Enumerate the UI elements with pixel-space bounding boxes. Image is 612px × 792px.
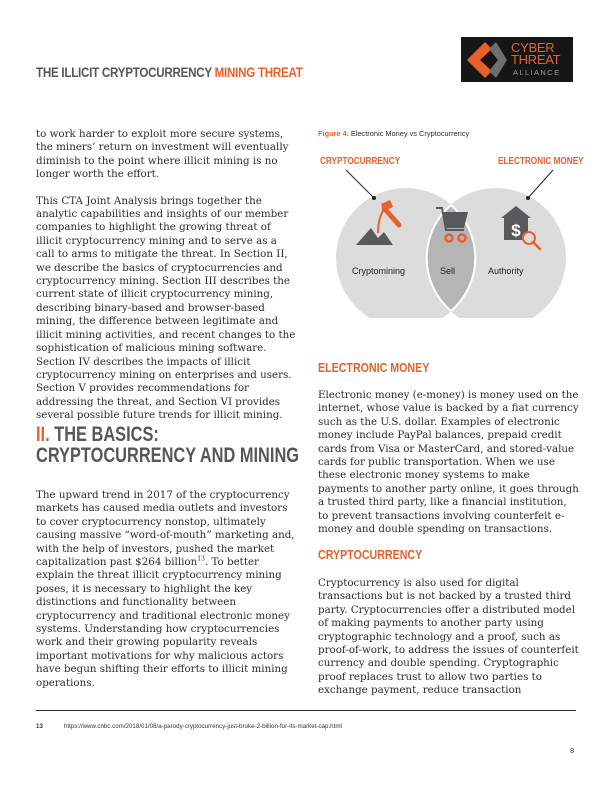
logo-text-cyber: CYBER <box>511 40 555 55</box>
venn-left-label: Cryptomining <box>352 266 406 276</box>
footnote <box>36 723 342 730</box>
footnote-number: 13 <box>36 723 43 730</box>
footnote-link[interactable]: https://www.cnbc.com/2018/01/08/a-parody-cryptocurrency-just-broke-2-billion-for-its-market-cap.html <box>64 723 342 730</box>
venn-center-label: Sell <box>440 266 456 276</box>
venn-right-title: ELECTRONIC MONEY <box>498 156 584 167</box>
cryptocurrency-heading: CRYPTOCURRENCY <box>318 547 423 562</box>
document-header-title <box>36 65 303 80</box>
venn-left-title: CRYPTOCURRENCY <box>320 156 401 167</box>
logo-text-alliance: ALLIANCE <box>513 68 561 77</box>
left-column-basics <box>36 489 298 690</box>
section-number: II. <box>36 423 50 446</box>
header-title-prefix: THE ILLICIT CRYPTOCURRENCY <box>36 65 215 80</box>
cyber-threat-alliance-logo <box>461 37 573 82</box>
intro-paragraph-2: This CTA Joint Analysis brings together the analytic capabilities and insights of our member companies to highlight the growing threat of illicit cryptocurrency mining and to serve as a call to arms to mitigate the threat. In Section II, we describe the basics of cryptocurrencies and cryptocurrency mining. Section III describes the current state of illicit cryptocurrency mining, describing binary-based and browser-based mining, the difference between legitimate and illicit mining activities, and recent changes to the sophistication of malicious mining software. Section IV describes the impacts of illicit cryptocurrency mining on enterprises and users. Section V provides recommendations for addressing the threat, and Section VI provides several possible future trends for illicit mining. <box>36 194 296 422</box>
header-title-accent: MINING THREAT <box>214 65 303 80</box>
venn-right-label: Authority <box>488 266 524 276</box>
cryptocurrency-paragraph: Cryptocurrency is also used for digital transactions but is not backed by a trusted third party. Cryptocurrencies offer a distributed model of making payments to another party using cryptographic technology and a proof, such as proof-of-work, to address the issues of counterfeit currency and double spending. Cryptographic proof replaces trust to allow two parties to exchange payment, reduce transaction <box>318 577 579 697</box>
basics-text-part2: . To better explain the threat illicit cryptocurrency mining poses, it is necessary to highlight the key distinctions and functionality between cryptocurrency and traditional electronic money systems. Understanding how cryptocurrencies work and their growing popularity reveals important motivations for why malicious actors have begun shifting their efforts to illicit mining operations. <box>36 556 290 689</box>
electronic-money-heading: ELECTRONIC MONEY <box>318 360 430 375</box>
section-heading-basics <box>36 424 299 466</box>
cryptocurrency-section <box>318 577 580 698</box>
page-number: 8 <box>570 746 575 755</box>
cta-logo-mark-icon <box>465 40 509 80</box>
footnote-divider <box>36 710 576 711</box>
basics-paragraph <box>36 489 298 690</box>
figure-caption <box>318 129 469 138</box>
venn-diagram <box>316 148 588 322</box>
svg-text:$: $ <box>511 221 521 240</box>
logo-text-threat: THREAT <box>511 52 561 67</box>
left-column-intro <box>36 128 298 423</box>
electronic-money-section <box>318 389 580 536</box>
figure-label: Figure 4. <box>318 129 349 138</box>
footnote-reference[interactable]: 13 <box>197 555 205 563</box>
section-title-line2: CRYPTOCURRENCY AND MINING <box>36 444 300 467</box>
intro-paragraph-1: to work harder to exploit more secure systems, the miners’ return on investment will eventually diminish to the point where illicit mining is no longer worth the effort. <box>36 128 289 181</box>
basics-text-part1: The upward trend in 2017 of the cryptocurrency markets has caused media outlets and investors to cover cryptocurrency nonstop, ultimately causing massive “word-of-mouth” marketing and, with the help of investors, pushed the market capitalization past $264 billion <box>36 489 295 569</box>
figure-caption-text: Electronic Money vs Cryptocurrency <box>348 129 470 138</box>
electronic-money-paragraph: Electronic money (e-money) is money used on the internet, whose value is backed by a fiat currency such as the U.S. dollar. Examples of electronic money include PayPal balances, prepaid credit cards from Visa or MasterCard, and stored-value cards for public transportation. When we use these electronic money systems to make payments to another party online, it goes through a trusted third party, like a financial institution, to prevent transactions involving counterfeit e-money and double spending on transactions. <box>318 389 579 536</box>
section-title-line1: THE BASICS: <box>49 423 159 446</box>
